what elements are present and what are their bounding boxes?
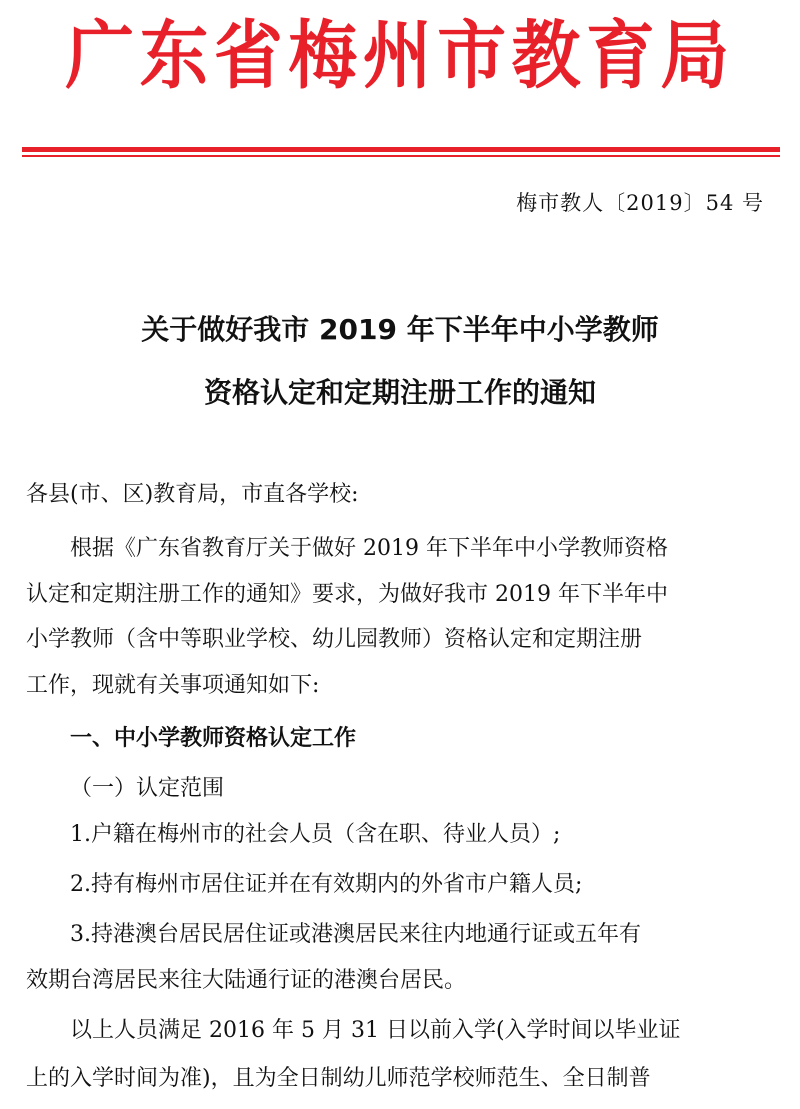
- body-paragraph-line: 根据《广东省教育厅关于做好 2019 年下半年中小学教师资格: [70, 536, 668, 561]
- list-item: 3.持港澳台居民居住证或港澳居民来往内地通行证或五年有: [70, 922, 641, 947]
- body-paragraph-line: 认定和定期注册工作的通知》要求，为做好我市 2019 年下半年中: [26, 582, 668, 607]
- body-paragraph-line: 上的入学时间为准)，且为全日制幼儿师范学校师范生、全日制普: [26, 1066, 651, 1091]
- body-paragraph-line: 工作，现就有关事项通知如下:: [26, 673, 320, 698]
- letterhead-title: 广东省梅州市教育局: [65, 13, 735, 99]
- document-title-line-1: 关于做好我市 2019 年下半年中小学教师: [141, 313, 659, 346]
- letterhead-divider-thick: [22, 147, 780, 152]
- body-paragraph-line: 以上人员满足 2016 年 5 月 31 日以前入学(入学时间以毕业证: [70, 1018, 681, 1043]
- body-paragraph-line: 小学教师（含中等职业学校、幼儿园教师）资格认定和定期注册: [26, 627, 643, 652]
- section-heading: 一、中小学教师资格认定工作: [70, 726, 357, 751]
- list-item: 1.户籍在梅州市的社会人员（含在职、待业人员）;: [70, 822, 561, 847]
- subsection-heading: （一）认定范围: [70, 776, 225, 801]
- salutation: 各县(市、区)教育局，市直各学校:: [26, 482, 359, 507]
- letterhead-divider-thin: [22, 155, 780, 157]
- list-item: 2.持有梅州市居住证并在有效期内的外省市户籍人员;: [70, 872, 583, 897]
- document-title-line-2: 资格认定和定期注册工作的通知: [203, 376, 596, 409]
- list-item-continuation: 效期台湾居民来往大陆通行证的港澳台居民。: [26, 968, 467, 993]
- document-number: 梅市教人〔2019〕54 号: [516, 191, 764, 215]
